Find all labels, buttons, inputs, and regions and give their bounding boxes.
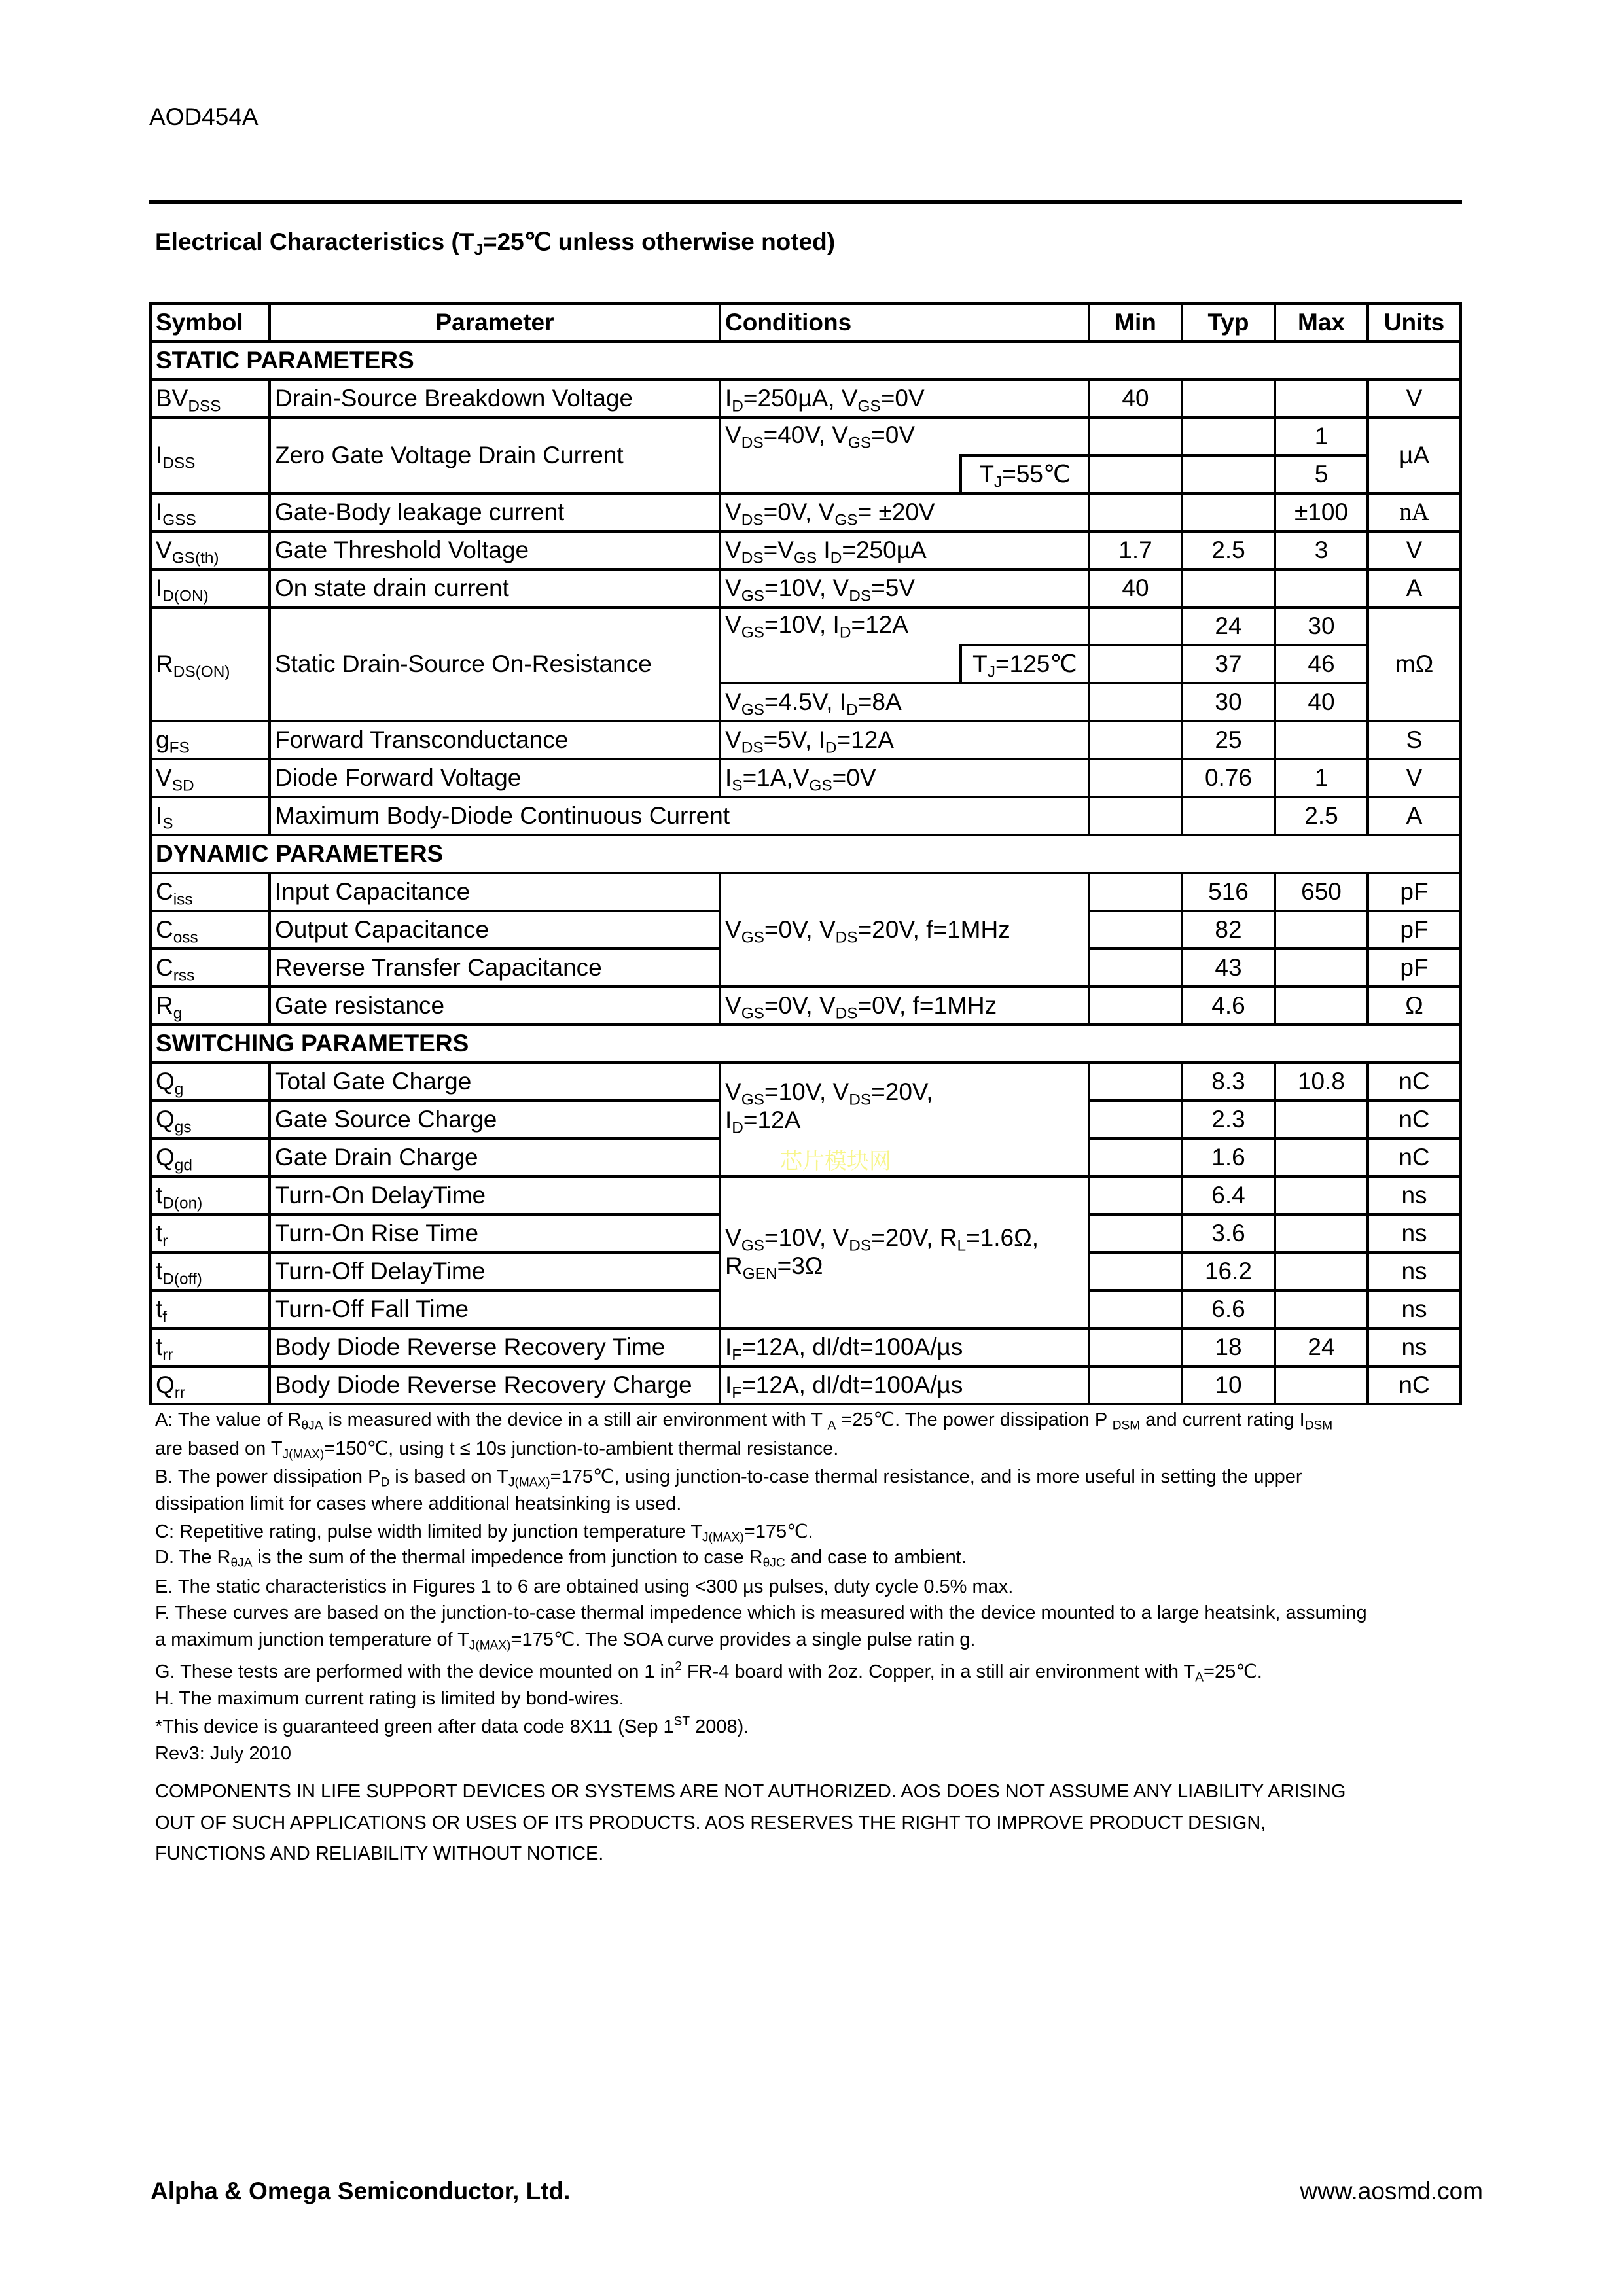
symbol: $Q_{gs}$ xyxy=(151,1101,270,1139)
symbol: $BV_{DSS}$ xyxy=(151,380,270,417)
max xyxy=(1275,721,1368,759)
parameter: Gate resistance xyxy=(270,987,720,1025)
header-parameter: Parameter xyxy=(270,304,720,342)
header-conditions: Conditions xyxy=(720,304,1089,342)
conditions: $V_{DS}=5V$, $I_D=12A$ xyxy=(720,721,1089,759)
max: 5 xyxy=(1275,455,1368,493)
max xyxy=(1275,1252,1368,1290)
footnote-a-cont: are based on $T_{J(MAX)}=150℃$, using t ≤ 10s junction-to-ambient thermal resistance. xyxy=(155,1438,839,1462)
symbol: $I_{DSS}$ xyxy=(151,417,270,493)
units: ns xyxy=(1368,1290,1461,1328)
conditions-line-2: $I_D=12A$ xyxy=(725,1106,801,1137)
dynamic-parameters-title: DYNAMIC PARAMETERS xyxy=(151,835,1461,873)
parameter: Maximum Body-Diode Continuous Current xyxy=(270,797,1089,835)
parameter: Turn-Off Fall Time xyxy=(270,1290,720,1328)
typ xyxy=(1182,797,1275,835)
parameter: On state drain current xyxy=(270,569,720,607)
conditions xyxy=(720,1176,1089,1328)
typ: 2.3 xyxy=(1182,1101,1275,1139)
footnote-e: E. The static characteristics in Figures 1 to 6 are obtained using <300 µs pulses, duty cycle 0.5% max. xyxy=(155,1576,1014,1597)
table-row xyxy=(151,531,1461,569)
units: nC xyxy=(1368,1101,1461,1139)
typ: 3.6 xyxy=(1182,1214,1275,1252)
static-parameters-title: STATIC PARAMETERS xyxy=(151,342,1461,380)
parameter: Input Capacitance xyxy=(270,873,720,911)
disclaimer-line-3: FUNCTIONS AND RELIABILITY WITHOUT NOTICE. xyxy=(155,1843,604,1864)
section-row-static xyxy=(151,342,1461,380)
min xyxy=(1089,1139,1182,1176)
max xyxy=(1275,1176,1368,1214)
typ: 2.5 xyxy=(1182,531,1275,569)
parameter: Turn-On Rise Time xyxy=(270,1214,720,1252)
max: 40 xyxy=(1275,683,1368,721)
units: ns xyxy=(1368,1214,1461,1252)
max xyxy=(1275,569,1368,607)
min xyxy=(1089,1214,1182,1252)
max xyxy=(1275,1290,1368,1328)
typ: 18 xyxy=(1182,1328,1275,1366)
units: A xyxy=(1368,569,1461,607)
conditions-line-1: $V_{GS}=10V$, $V_{DS}=20V$, $R_L=1.6\Omega$, xyxy=(725,1224,1039,1255)
symbol: $C_{rss}$ xyxy=(151,949,270,987)
conditions-line-1: $V_{GS}=10V$, $V_{DS}=20V$, xyxy=(725,1078,933,1109)
typ: 25 xyxy=(1182,721,1275,759)
table-row xyxy=(151,797,1461,835)
table-row xyxy=(151,607,1461,645)
max xyxy=(1275,987,1368,1025)
table-row xyxy=(151,417,1461,455)
max: 1 xyxy=(1275,417,1368,455)
typ xyxy=(1182,493,1275,531)
conditions: $I_F=12A$, dI/dt=100A/µs xyxy=(720,1328,1089,1366)
parameter: Gate-Body leakage current xyxy=(270,493,720,531)
footnote-g: G. These tests are performed with the device mounted on 1 $in^2$ FR-4 board with 2oz. Copper, in a still air environment with $T_A=25℃$. xyxy=(155,1659,1262,1685)
conditions: $V_{GS}=0V$, $V_{DS}=20V$, f=1MHz xyxy=(720,873,1089,987)
units: nC xyxy=(1368,1139,1461,1176)
min xyxy=(1089,721,1182,759)
footnote-h: H. The maximum current rating is limited by bond-wires. xyxy=(155,1688,624,1709)
parameter: Drain-Source Breakdown Voltage xyxy=(270,380,720,417)
typ: 1.6 xyxy=(1182,1139,1275,1176)
units: nC xyxy=(1368,1063,1461,1101)
footnote-f: F. These curves are based on the junction-to-case thermal impedence which is measured with the device mounted to a large heatsink, assuming xyxy=(155,1602,1367,1623)
max xyxy=(1275,380,1368,417)
table-row xyxy=(151,380,1461,417)
conditions: $V_{GS}=10V$, $V_{DS}=5V$ xyxy=(720,569,1089,607)
table-row xyxy=(151,987,1461,1025)
header-typ: Typ xyxy=(1182,304,1275,342)
section-title: Electrical Characteristics ($T_J=25℃$ unless otherwise noted) xyxy=(155,228,836,259)
conditions: $V_{DS}=0V$, $V_{GS}= \pm 20V$ xyxy=(720,493,1089,531)
typ xyxy=(1182,380,1275,417)
parameter: Reverse Transfer Capacitance xyxy=(270,949,720,987)
max: 3 xyxy=(1275,531,1368,569)
symbol: $I_{D(ON)}$ xyxy=(151,569,270,607)
min xyxy=(1089,645,1182,683)
typ: 0.76 xyxy=(1182,759,1275,797)
min xyxy=(1089,1063,1182,1101)
parameter: Diode Forward Voltage xyxy=(270,759,720,797)
table-row xyxy=(151,1063,1461,1101)
parameter: Output Capacitance xyxy=(270,911,720,949)
min xyxy=(1089,1366,1182,1404)
parameter: Turn-Off DelayTime xyxy=(270,1252,720,1290)
min xyxy=(1089,1101,1182,1139)
min xyxy=(1089,683,1182,721)
table-header-row xyxy=(151,304,1461,342)
section-row-dynamic xyxy=(151,835,1461,873)
typ: 43 xyxy=(1182,949,1275,987)
conditions-temperature: $T_J=55℃$ xyxy=(961,455,1089,493)
symbol: $Q_g$ xyxy=(151,1063,270,1101)
max: 2.5 xyxy=(1275,797,1368,835)
units: nC xyxy=(1368,1366,1461,1404)
conditions: $V_{DS}=40V$, $V_{GS}=0V$ xyxy=(720,417,1089,455)
revision: Rev3: July 2010 xyxy=(155,1743,291,1764)
max: 1 xyxy=(1275,759,1368,797)
parameter: Forward Transconductance xyxy=(270,721,720,759)
typ: 516 xyxy=(1182,873,1275,911)
max xyxy=(1275,1139,1368,1176)
min xyxy=(1089,911,1182,949)
units: mΩ xyxy=(1368,607,1461,721)
typ: 4.6 xyxy=(1182,987,1275,1025)
header-symbol: Symbol xyxy=(151,304,270,342)
symbol: $C_{oss}$ xyxy=(151,911,270,949)
symbol: $V_{GS(th)}$ xyxy=(151,531,270,569)
symbol: $g_{FS}$ xyxy=(151,721,270,759)
header-rule xyxy=(149,200,1462,204)
table-row xyxy=(151,721,1461,759)
header-max: Max xyxy=(1275,304,1368,342)
min xyxy=(1089,949,1182,987)
min xyxy=(1089,873,1182,911)
max xyxy=(1275,949,1368,987)
typ: 10 xyxy=(1182,1366,1275,1404)
typ: 16.2 xyxy=(1182,1252,1275,1290)
section-row-switching xyxy=(151,1025,1461,1063)
typ: 6.4 xyxy=(1182,1176,1275,1214)
max xyxy=(1275,911,1368,949)
switching-parameters-title: SWITCHING PARAMETERS xyxy=(151,1025,1461,1063)
min xyxy=(1089,493,1182,531)
typ: 6.6 xyxy=(1182,1290,1275,1328)
min xyxy=(1089,455,1182,493)
parameter: Body Diode Reverse Recovery Charge xyxy=(270,1366,720,1404)
conditions-line-2: $R_{GEN}=3\Omega$ xyxy=(725,1252,823,1283)
parameter: Zero Gate Voltage Drain Current xyxy=(270,417,720,493)
header-units: Units xyxy=(1368,304,1461,342)
disclaimer-line-2: OUT OF SUCH APPLICATIONS OR USES OF ITS PRODUCTS. AOS RESERVES THE RIGHT TO IMPROVE PRODUCT DESIGN, xyxy=(155,1812,1266,1833)
symbol: $t_r$ xyxy=(151,1214,270,1252)
parameter: Body Diode Reverse Recovery Time xyxy=(270,1328,720,1366)
table-row xyxy=(151,493,1461,531)
parameter: Static Drain-Source On-Resistance xyxy=(270,607,720,721)
footnote-c: C: Repetitive rating, pulse width limited by junction temperature $T_{J(MAX)}=175℃$. xyxy=(155,1521,813,1545)
table-row xyxy=(151,873,1461,911)
footer-url[interactable]: www.aosmd.com xyxy=(1300,2178,1483,2204)
min xyxy=(1089,607,1182,645)
min xyxy=(1089,1290,1182,1328)
symbol: $t_{rr}$ xyxy=(151,1328,270,1366)
max xyxy=(1275,1214,1368,1252)
units: V xyxy=(1368,380,1461,417)
max: 10.8 xyxy=(1275,1063,1368,1101)
typ xyxy=(1182,455,1275,493)
min: 40 xyxy=(1089,380,1182,417)
footnote-b: B. The power dissipation $P_D$ is based on $T_{J(MAX)}=175℃$, using junction-to-case thermal resistance, and is more useful in setting the upper xyxy=(155,1466,1302,1490)
units: A xyxy=(1368,797,1461,835)
table-row xyxy=(151,1366,1461,1404)
symbol: $Q_{gd}$ xyxy=(151,1139,270,1176)
disclaimer-line-1: COMPONENTS IN LIFE SUPPORT DEVICES OR SYSTEMS ARE NOT AUTHORIZED. AOS DOES NOT ASSUME ANY LIABILITY ARISING xyxy=(155,1781,1346,1802)
typ xyxy=(1182,569,1275,607)
table-row xyxy=(151,1328,1461,1366)
table-row xyxy=(151,1176,1461,1214)
units: ns xyxy=(1368,1252,1461,1290)
typ xyxy=(1182,417,1275,455)
symbol: $R_{DS(ON)}$ xyxy=(151,607,270,721)
conditions: $I_D=250\mu A$, $V_{GS}=0V$ xyxy=(720,380,1089,417)
electrical-characteristics-table xyxy=(149,302,1462,1405)
max: ±100 xyxy=(1275,493,1368,531)
symbol: $t_{D(off)}$ xyxy=(151,1252,270,1290)
symbol: $I_{GSS}$ xyxy=(151,493,270,531)
typ: 8.3 xyxy=(1182,1063,1275,1101)
typ: 30 xyxy=(1182,683,1275,721)
typ: 24 xyxy=(1182,607,1275,645)
units: Ω xyxy=(1368,987,1461,1025)
table-row xyxy=(151,569,1461,607)
footnote-b-cont: dissipation limit for cases where additional heatsinking is used. xyxy=(155,1493,682,1514)
max xyxy=(1275,1101,1368,1139)
max: 46 xyxy=(1275,645,1368,683)
footnote-d: D. The $R_{\theta JA}$ is the sum of the thermal impedence from junction to case $R_{\theta JC}$ and case to ambient. xyxy=(155,1547,967,1570)
units: pF xyxy=(1368,949,1461,987)
units: nA xyxy=(1368,493,1461,531)
footnote-green: *This device is guaranteed green after data code 8X11 (Sep 1ST 2008). xyxy=(155,1714,749,1737)
max: 650 xyxy=(1275,873,1368,911)
units: pF xyxy=(1368,911,1461,949)
parameter: Total Gate Charge xyxy=(270,1063,720,1101)
min xyxy=(1089,759,1182,797)
symbol: $V_{SD}$ xyxy=(151,759,270,797)
watermark: 芯片模块网 xyxy=(780,1148,891,1174)
conditions: $V_{GS}=10V$, $I_D=12A$ xyxy=(720,607,1089,645)
min: 40 xyxy=(1089,569,1182,607)
units: ns xyxy=(1368,1328,1461,1366)
units: V xyxy=(1368,759,1461,797)
symbol: $C_{iss}$ xyxy=(151,873,270,911)
symbol: $I_S$ xyxy=(151,797,270,835)
max: 30 xyxy=(1275,607,1368,645)
symbol: $Q_{rr}$ xyxy=(151,1366,270,1404)
typ: 82 xyxy=(1182,911,1275,949)
conditions-blank xyxy=(720,645,961,683)
min: 1.7 xyxy=(1089,531,1182,569)
conditions xyxy=(720,1063,1089,1176)
footnote-a: A: The value of $R_{\theta JA}$ is measured with the device in a still air environment with T $_A$ =25℃. The power dissipation P $_{DSM}$ and current rating $I_{DSM}$ xyxy=(155,1409,1333,1433)
max: 24 xyxy=(1275,1328,1368,1366)
units: µA xyxy=(1368,417,1461,493)
parameter: Gate Threshold Voltage xyxy=(270,531,720,569)
parameter: Gate Source Charge xyxy=(270,1101,720,1139)
conditions: $V_{GS}=4.5V$, $I_D=8A$ xyxy=(720,683,1089,721)
typ: 37 xyxy=(1182,645,1275,683)
header-min: Min xyxy=(1089,304,1182,342)
symbol: $t_{D(on)}$ xyxy=(151,1176,270,1214)
conditions: $I_S=1A,V_{GS}=0V$ xyxy=(720,759,1089,797)
symbol: $R_g$ xyxy=(151,987,270,1025)
document-id: AOD454A xyxy=(149,103,259,130)
min xyxy=(1089,1328,1182,1366)
min xyxy=(1089,987,1182,1025)
min xyxy=(1089,417,1182,455)
units: S xyxy=(1368,721,1461,759)
min xyxy=(1089,797,1182,835)
parameter: Gate Drain Charge xyxy=(270,1139,720,1176)
conditions: $V_{DS}=V_{GS}$ $I_D=250\mu A$ xyxy=(720,531,1089,569)
conditions-temperature: $T_J=125℃$ xyxy=(961,645,1089,683)
min xyxy=(1089,1252,1182,1290)
units: pF xyxy=(1368,873,1461,911)
conditions: $I_F=12A$, dI/dt=100A/µs xyxy=(720,1366,1089,1404)
min xyxy=(1089,1176,1182,1214)
conditions: $V_{GS}=0V$, $V_{DS}=0V$, f=1MHz xyxy=(720,987,1089,1025)
parameter: Turn-On DelayTime xyxy=(270,1176,720,1214)
conditions-blank xyxy=(720,455,961,493)
symbol: $t_f$ xyxy=(151,1290,270,1328)
footnote-f-cont: a maximum junction temperature of $T_{J(MAX)}=175℃$. The SOA curve provides a single pulse ratin g. xyxy=(155,1629,976,1653)
footer-company: Alpha & Omega Semiconductor, Ltd. xyxy=(151,2178,571,2204)
table-row xyxy=(151,759,1461,797)
max xyxy=(1275,1366,1368,1404)
units: V xyxy=(1368,531,1461,569)
units: ns xyxy=(1368,1176,1461,1214)
